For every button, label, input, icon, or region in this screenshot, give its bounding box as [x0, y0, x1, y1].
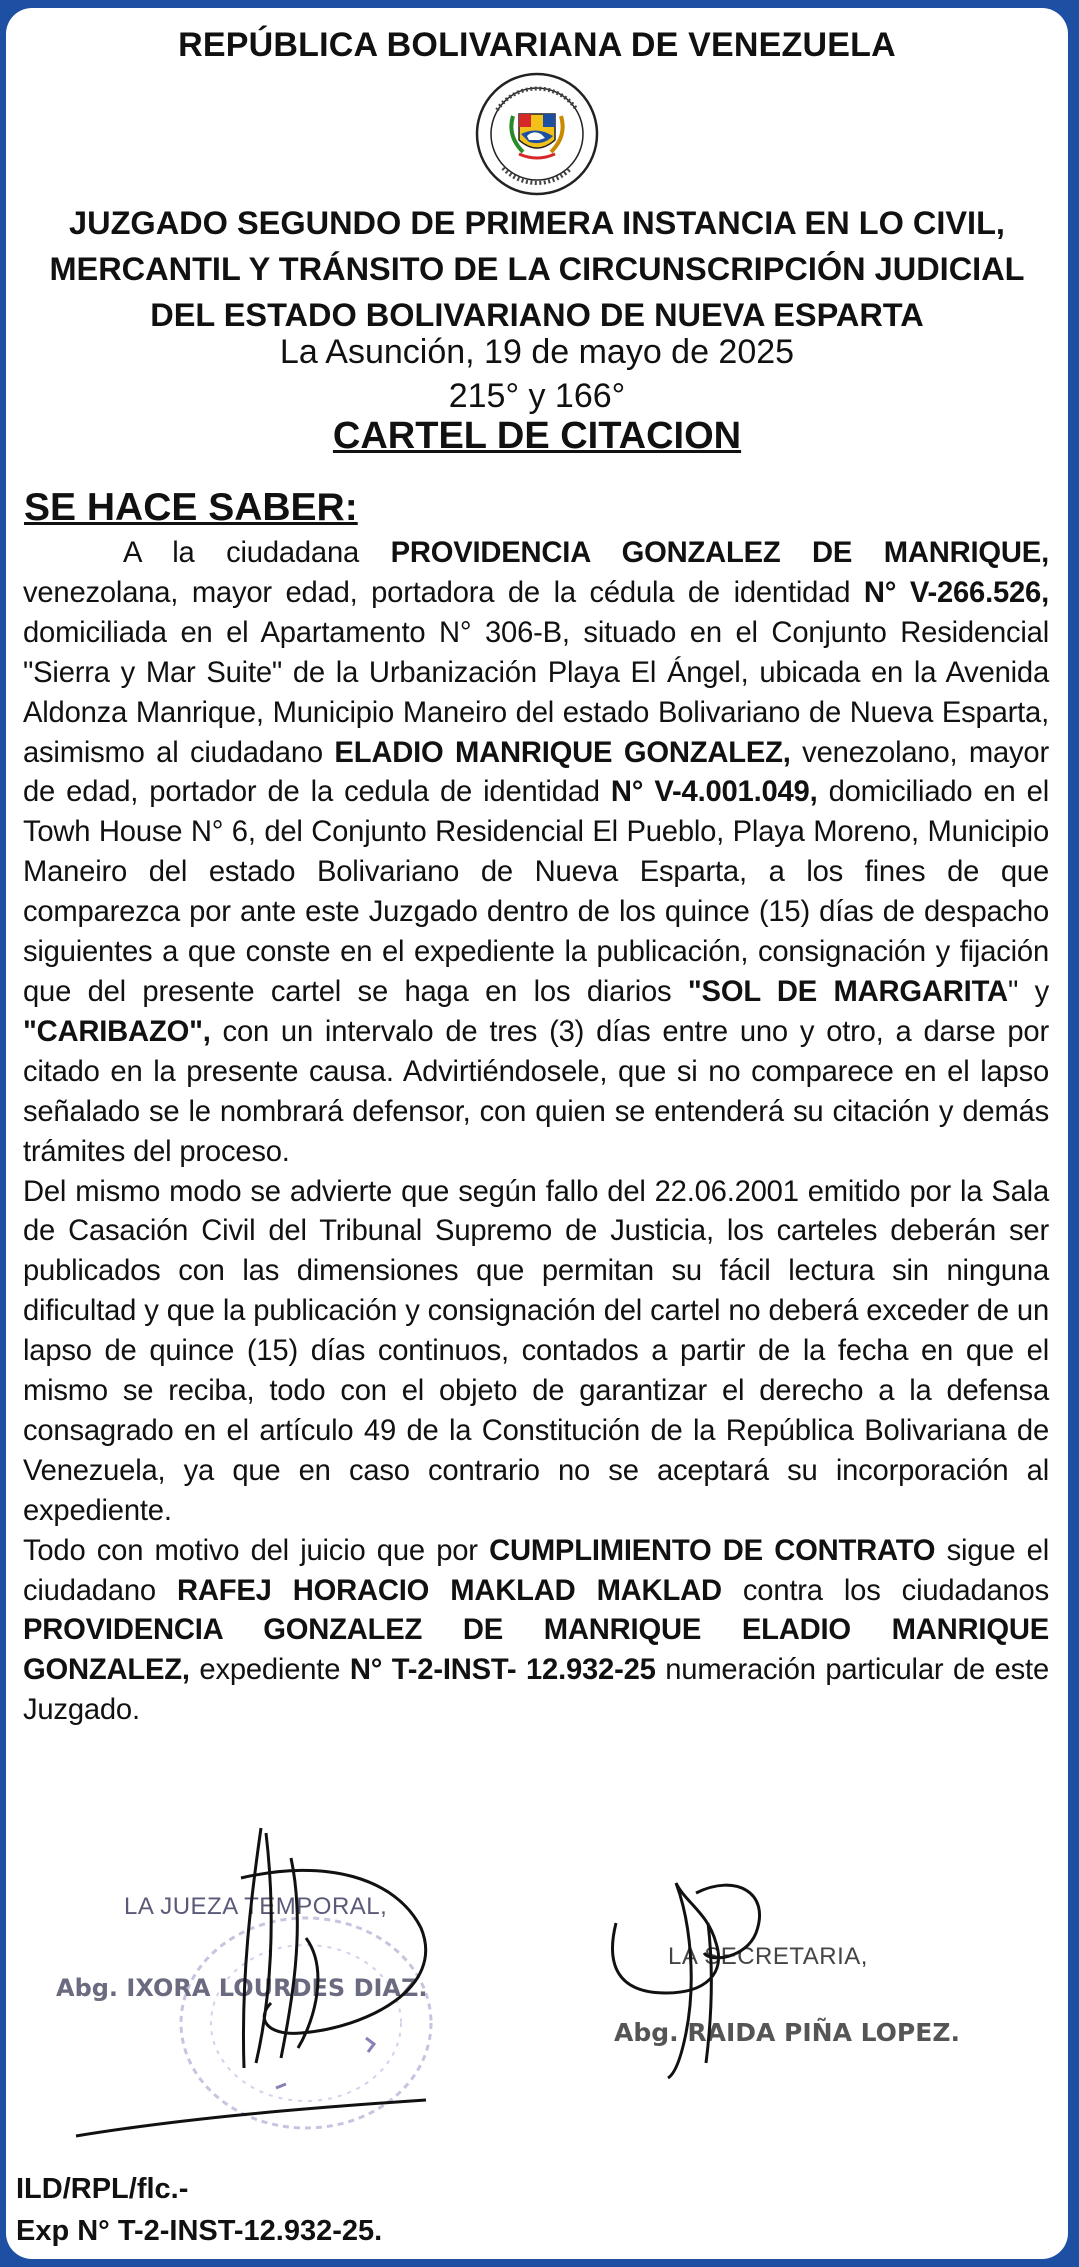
judge-signature: [66, 1818, 466, 2148]
years-line: 215° y 166°: [448, 377, 626, 415]
plaintiff-name: RAFEJ HORACIO MAKLAD MAKLAD: [176, 1574, 722, 1607]
case-file-number: N° T-2-INST- 12.932-25: [349, 1654, 656, 1687]
paragraph-case: Todo con motivo del juicio que por CUMPLIMIENTO DE CONTRATO sigue el ciudadano RAFEJ HORACIO MAKLAD MAKLAD contra los ciudadanos PROVIDENCIA GONZALEZ DE MANRIQUE ELADIO MANRIQUE GONZALEZ, expediente N° T-2-INST- 12.932-25 numeración particular de este Juzgado.: [23, 1534, 1049, 1727]
footer: [16, 2168, 382, 2252]
notice-heading: SE HACE SABER:: [24, 486, 358, 529]
judge-name: Abg. IXORA LOURDES DIAZ.: [56, 1974, 428, 2002]
court-name: [36, 200, 1038, 338]
secretary-signature: [596, 1863, 796, 2083]
defendant-id-2: N° V-4.001.049,: [610, 776, 818, 809]
footer-file-number: Exp N° T-2-INST-12.932-25.: [16, 2215, 383, 2247]
secretary-title: LA SECRETARIA,: [668, 1943, 868, 1970]
defendant-name-1: PROVIDENCIA GONZALEZ DE MANRIQUE,: [390, 537, 1049, 569]
newspaper-2: "CARIBAZO",: [23, 1015, 211, 1048]
defendants-names: PROVIDENCIA GONZALEZ DE MANRIQUE ELADIO MANRIQUE GONZALEZ,: [23, 1614, 1049, 1687]
defendant-id-1: N° V-266.526,: [863, 576, 1050, 609]
secretary-name: Abg. RAIDA PIÑA LOPEZ.: [614, 2018, 960, 2047]
judge-title: LA JUEZA TEMPORAL,: [124, 1893, 388, 1920]
citation-document: [6, 8, 1068, 2259]
notice-body: [23, 534, 1049, 1731]
claim-type: CUMPLIMIENTO DE CONTRATO: [489, 1534, 936, 1567]
court-line-2: MERCANTIL Y TRÁNSITO DE LA CIRCUNSCRIPCIÓN JUDICIAL: [49, 251, 1025, 287]
paragraph-warning: Del mismo modo se advierte que según fallo del 22.06.2001 emitido por la Sala de Casación Civil del Tribunal Supremo de Justicia, los carteles deberán ser publicados con las dimensiones que permitan su fácil lectura sin ninguna dificultad y que la publicación y consignación del cartel no deberá exceder de un lapso de quince (15) días continuos, contados a partir de la fecha en que el mismo se reciba, todo con el objeto de garantizar el derecho a la defensa consagrado en el artículo 49 de la Constitución de la República Bolivariana de Venezuela, ya que en caso contrario no se aceptará su incorporación al expediente.: [23, 1175, 1049, 1527]
court-line-1: JUZGADO SEGUNDO DE PRIMERA INSTANCIA EN LO CIVIL,: [69, 205, 1005, 241]
reference-initials: ILD/RPL/flc.-: [16, 2173, 189, 2205]
tsj-seal-icon: [473, 70, 601, 198]
issue-date: La Asunción, 19 de mayo de 2025: [279, 333, 795, 371]
court-line-3: DEL ESTADO BOLIVARIANO DE NUEVA ESPARTA: [150, 297, 924, 333]
document-title: CARTEL DE CITACION: [332, 415, 742, 457]
date-block: [6, 330, 1068, 418]
defendant-name-2: ELADIO MANRIQUE GONZALEZ,: [334, 736, 791, 769]
paragraph-summons: A la ciudadana PROVIDENCIA GONZALEZ DE MANRIQUE, venezolana, mayor edad, portadora de la cédula de identidad N° V-266.526, domiciliada en el Apartamento N° 306-B, situado en el Conjunto Residencial "Sierra y Mar Suite" de la Urbanización Playa El Ángel, ubicada en la Avenida Aldonza Manrique, Municipio Maneiro del estado Bolivariano de Nueva Esparta, asimismo al ciudadano ELADIO MANRIQUE GONZALEZ, venezolano, mayor de edad, portador de la cedula de identidad N° V-4.001.049, domiciliado en el Towh House N° 6, del Conjunto Residencial El Pueblo, Playa Moreno, Municipio Maneiro del estado Bolivariano de Nueva Esparta, a los fines de que comparezca por ante este Juzgado dentro de los quince (15) días de despacho siguientes a que conste en el expediente la publicación, consignación y fijación que del presente cartel se haga en los diarios "SOL DE MARGARITA" y "CARIBAZO", con un intervalo de tres (3) días entre uno y otro, a darse por citado en la presente causa. Advirtiéndosele, que si no comparece en el lapso señalado se le nombrará defensor, con quien se entenderá su citación y demás trámites del proceso.: [23, 537, 1050, 1168]
newspaper-1: "SOL DE MARGARITA: [687, 975, 1008, 1008]
republic-heading: REPÚBLICA BOLIVARIANA DE VENEZUELA: [178, 26, 896, 64]
